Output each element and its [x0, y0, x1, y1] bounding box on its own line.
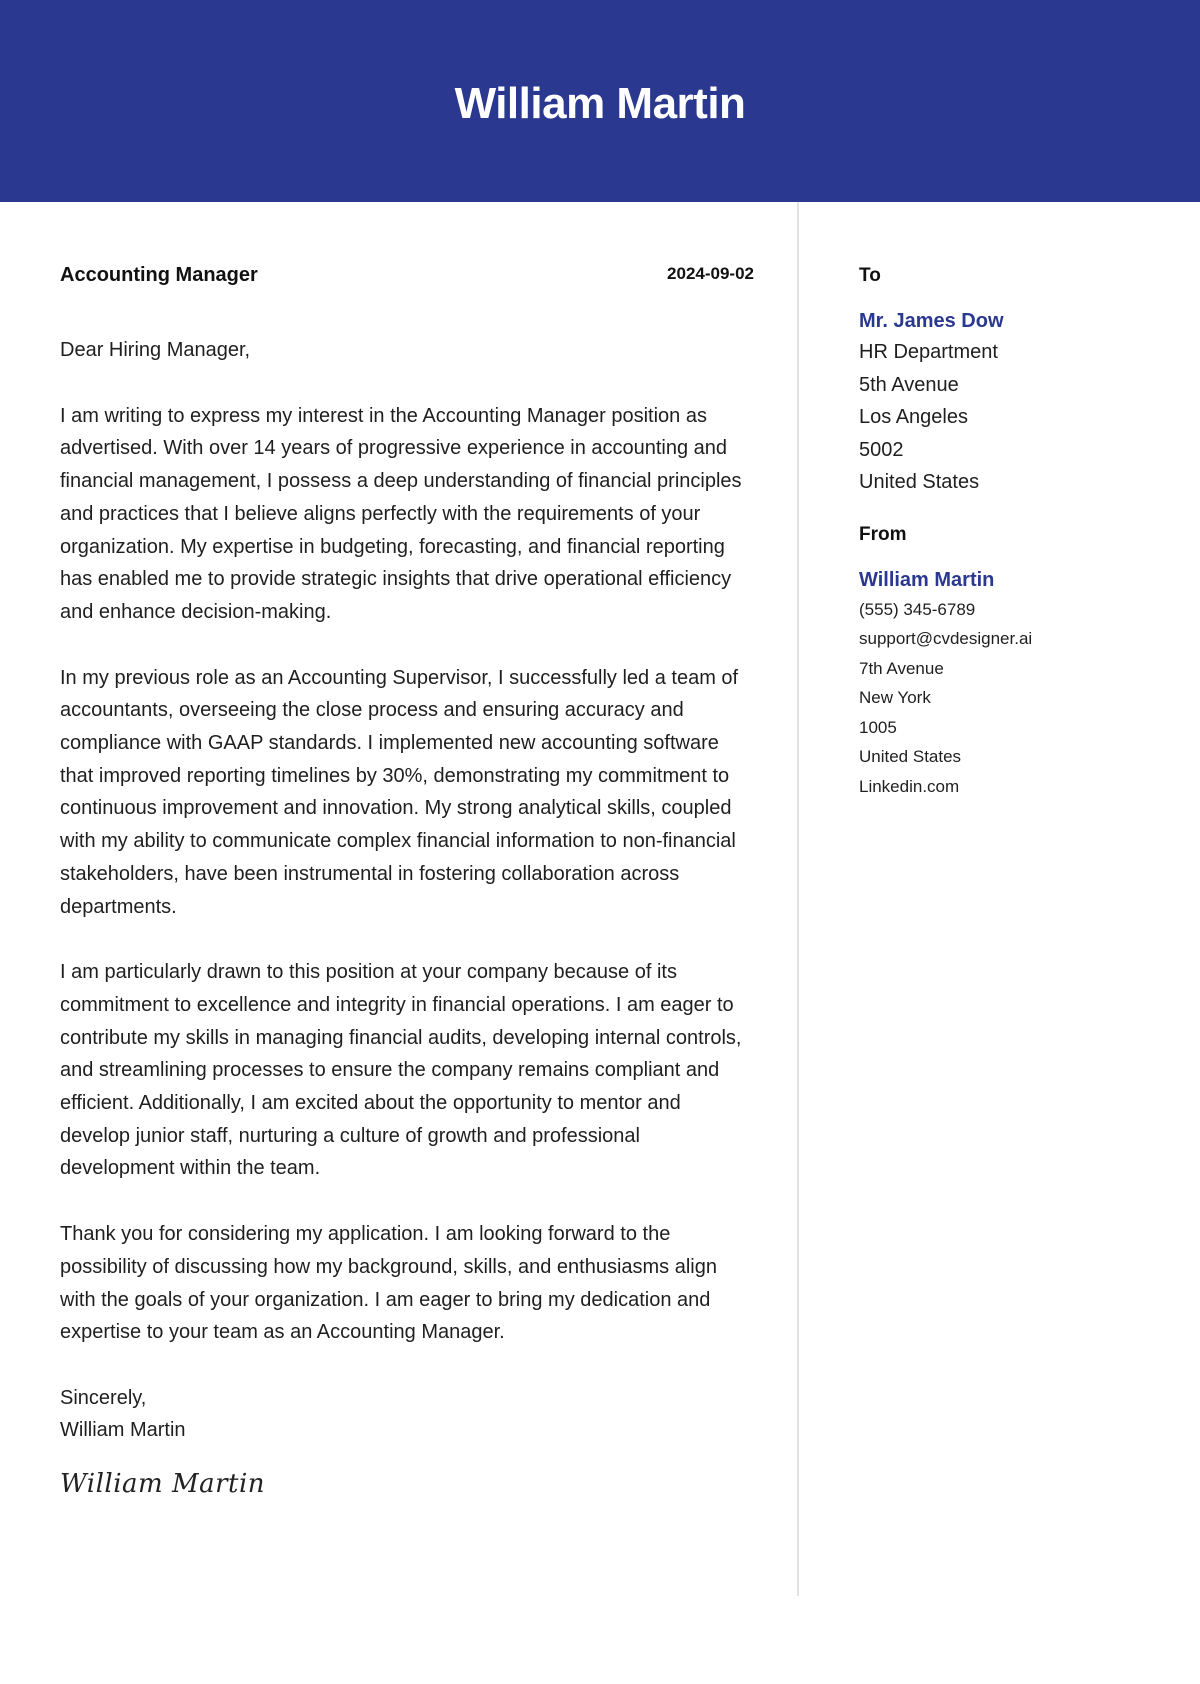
sender-email: support@cvdesigner.ai	[859, 629, 1033, 648]
closing-name: William Martin	[60, 1418, 186, 1441]
from-heading: From	[859, 523, 907, 545]
paragraph-2: In my previous role as an Accounting Supervisor, I successfully led a team of accountants, overseeing the close process and ensuring accuracy and compliance with GAAP standards. I implemented new accounting software that improved reporting timelines by 30%, demonstrating my commitment to continuous improvement and innovation. My strong analytical skills, coupled with my ability to communicate complex financial information to non-financial stakeholders, have been instrumental in fostering collaboration across departments.	[60, 666, 739, 918]
to-heading: To	[859, 265, 881, 286]
sender-website: Linkedin.com	[859, 776, 960, 796]
recipient-postal: 5002	[859, 438, 904, 461]
job-row	[60, 262, 752, 294]
recipient-name: Mr. James Dow	[859, 310, 1004, 332]
paragraph-3: I am particularly drawn to this position at your company because of its commitment to excellence and integrity in financial operations. I am eager to contribute my skills in managing financial audits, developing internal controls, and streamlining processes to ensure the company remains compliant and efficient. Additionally, I am excited about the opportunity to mentor and develop junior staff, nurturing a culture of growth and professional development within the team.	[60, 961, 742, 1180]
sender-block	[859, 521, 1179, 802]
letter-body	[60, 262, 752, 1501]
sender-phone: (555) 345-6789	[859, 599, 976, 619]
closing-block	[60, 1382, 752, 1446]
recipient-street: 5th Avenue	[859, 373, 959, 396]
paragraph-4: Thank you for considering my application. I am looking forward to the possibility of discussing how my background, skills, and enthusiasms align with the goals of your organization. I am eager to bring my dedication and expertise to your team as an Accounting Manager.	[60, 1223, 717, 1344]
sender-city: New York	[859, 688, 931, 707]
column-divider	[797, 202, 799, 1596]
recipient-city: Los Angeles	[859, 406, 968, 428]
greeting: Dear Hiring Manager,	[60, 339, 251, 361]
job-title: Accounting Manager	[60, 264, 258, 286]
header-banner	[0, 0, 1200, 202]
paragraph-1: I am writing to express my interest in the Accounting Manager position as advertised. With over 14 years of progressive experience in accounting and financial management, I possess a deep understanding of financial principles and practices that I believe aligns perfectly with the requirements of your organization. My expertise in budgeting, forecasting, and financial reporting has enabled me to provide strategic insights that drive operational efficiency and enhance decision-making.	[60, 404, 742, 623]
header-name: William Martin	[454, 79, 746, 128]
sender-postal: 1005	[859, 717, 897, 737]
recipient-country: United States	[859, 471, 980, 493]
signature: William Martin	[60, 1468, 266, 1499]
letter-text	[60, 334, 752, 1501]
letter-date: 2024-09-02	[667, 264, 754, 283]
closing-salutation: Sincerely,	[60, 1386, 147, 1409]
sender-street: 7th Avenue	[859, 658, 944, 678]
recipient-block	[859, 262, 1179, 499]
address-sidebar	[859, 262, 1179, 801]
sender-name: William Martin	[859, 568, 995, 591]
recipient-department: HR Department	[859, 341, 998, 363]
sender-country: United States	[859, 747, 962, 766]
